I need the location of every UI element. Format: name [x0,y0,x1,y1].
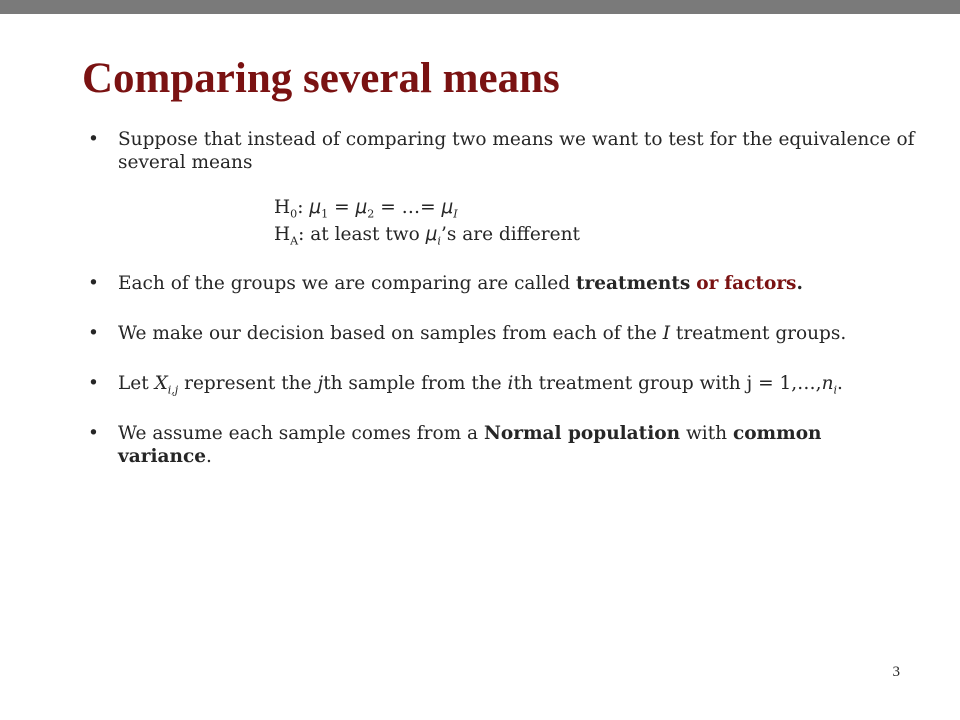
alt-text: ’s are different [440,224,580,245]
h-sub: 0 [290,207,298,221]
term-treatments: treatments [575,273,691,294]
italic-i: I [662,323,671,344]
term-normal-population: Normal population [483,423,681,444]
bullet-text: treatment groups. [675,323,847,344]
bullet-treatments [88,272,918,295]
h-label: H [274,224,291,245]
mu-sub: 2 [367,207,375,221]
alternative-hypothesis [274,221,918,248]
null-hypothesis [274,194,918,221]
mu-sub: i [437,234,441,248]
page-number: 3 [892,664,900,680]
var-n: n [821,373,834,394]
bullet-text: with [685,423,728,444]
h-sub: A [290,234,299,248]
slide-body [88,128,918,468]
period: . [837,373,843,394]
bullet-text: th treatment group with j = 1,…, [513,373,822,394]
var-x: X [154,373,168,394]
bullet-normal [88,422,918,468]
mu-symbol: μ [425,224,438,245]
bullet-text: th sample from the [323,373,502,394]
bullet-several-means [88,128,918,174]
period: . [205,446,212,467]
bullet-text: We assume each sample comes from a [118,423,479,444]
term-common-variance: common variance [118,423,822,467]
bullet-text: Each of the groups we are comparing are called [118,273,571,294]
top-bar [0,0,960,14]
term-or: or [696,273,719,294]
h-label: H [274,197,291,218]
equals: = [380,197,396,218]
var-n-sub: i [833,383,838,397]
var-j: j [317,373,324,394]
mu-sub: 1 [321,207,329,221]
term-factors: factors [724,273,797,294]
var-x-sub: i,j [167,383,179,397]
ellipsis: …= [401,197,436,218]
equals: = [334,197,350,218]
bullet-text: represent the [184,373,312,394]
period: . [796,273,803,294]
slide-title: Comparing several means [82,55,560,102]
mu-symbol: μ [309,197,322,218]
mu-sub: I [453,207,458,221]
var-i: i [507,373,514,394]
bullet-text: We make our decision based on samples from each of the [118,323,657,344]
bullet-text: Let [118,373,149,394]
mu-symbol: μ [441,197,454,218]
bullet-text: Suppose that instead of comparing two means we want to test for the equivalence of several means [118,129,915,173]
alt-text: : at least two [298,224,420,245]
mu-symbol: μ [355,197,368,218]
bullet-samples [88,322,918,345]
colon: : [297,197,304,218]
bullet-notation [88,372,918,395]
